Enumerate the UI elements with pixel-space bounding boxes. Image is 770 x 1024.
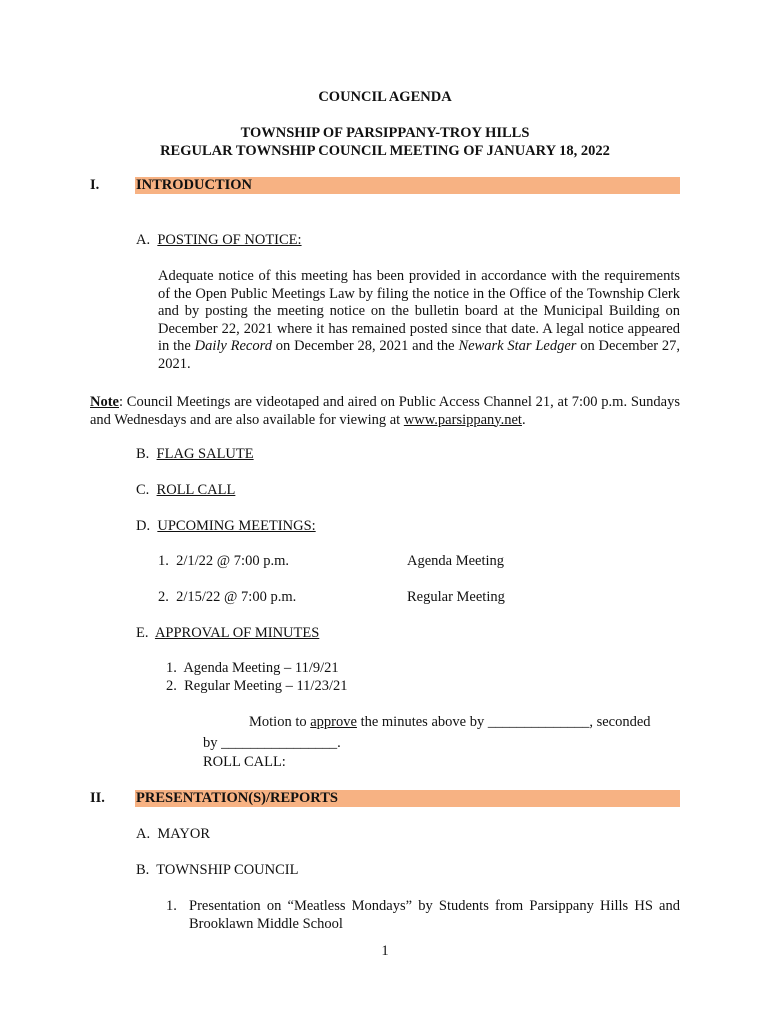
motion-line-2: by ________________. — [203, 735, 341, 751]
upcoming-meetings-heading: UPCOMING MEETINGS: — [157, 518, 316, 534]
upcoming-meetings-row — [136, 518, 316, 536]
page-number: 1 — [381, 943, 389, 959]
daily-record: Daily Record — [194, 338, 272, 355]
section-number: I. — [90, 177, 100, 193]
item-letter: A. — [136, 232, 151, 248]
posting-heading: POSTING OF NOTICE: — [157, 232, 302, 248]
motion-text: the minutes above by ______________, seconded — [356, 714, 651, 730]
meeting-num: 2. — [158, 589, 169, 605]
newark-star-ledger: Newark Star Ledger — [458, 338, 577, 355]
item-letter: A. — [136, 826, 151, 842]
council-heading: TOWNSHIP COUNCIL — [156, 862, 299, 878]
note-label: Note — [90, 394, 119, 410]
meeting-type: Agenda Meeting — [407, 553, 505, 569]
mayor-heading: MAYOR — [157, 826, 211, 842]
item-letter: D. — [136, 518, 151, 534]
item-letter: B. — [136, 862, 150, 878]
flag-salute-row — [136, 446, 254, 464]
minutes-heading: APPROVAL OF MINUTES — [154, 625, 320, 641]
posting-text: on December 28, 2021 and the — [271, 338, 459, 355]
council-item-text: Presentation on “Meatless Mondays” by Students from Parsippany Hills HS and Brooklawn Middle School — [189, 898, 680, 932]
meeting-when: 2/1/22 @ 7:00 p.m. — [176, 553, 289, 569]
posting-text: on December 27, 2021. — [158, 338, 681, 372]
note-text-end: . — [521, 411, 526, 428]
posting-body — [158, 268, 680, 374]
minutes-text: Agenda Meeting – 11/9/21 — [183, 660, 339, 676]
posting-text: Adequate notice of this meeting has been provided in accordance with the requirements of the Open Public Meetings Law by filing the notice in the Office of the Township Clerk and by posting the meeting notice on the bulletin board at the Municipal Building on December 22, 2021 where it has remained posted since that date. A legal notice appeared in the — [158, 268, 680, 355]
minutes-text: Regular Meeting – 11/23/21 — [184, 678, 348, 694]
website-link[interactable]: www.parsippany.net — [403, 411, 522, 428]
meeting-when: 2/15/22 @ 7:00 p.m. — [176, 589, 297, 605]
motion-line — [249, 714, 651, 732]
motion-text: Motion to — [249, 714, 311, 730]
flag-salute-heading: FLAG SALUTE — [156, 446, 254, 462]
meeting-item — [158, 589, 296, 607]
section-number: II. — [90, 790, 105, 806]
township-name: TOWNSHIP OF PARSIPPANY-TROY HILLS — [240, 125, 530, 141]
roll-call-heading: ROLL CALL — [156, 482, 236, 498]
minutes-item — [166, 678, 348, 696]
item-letter: C. — [136, 482, 150, 498]
agenda-title: COUNCIL AGENDA — [318, 89, 452, 105]
section-bar-presentations — [90, 790, 680, 807]
item-letter: B. — [136, 446, 150, 462]
roll-call-label: ROLL CALL: — [203, 754, 286, 770]
posting-heading-row — [136, 232, 302, 250]
meeting-title: REGULAR TOWNSHIP COUNCIL MEETING OF JANUARY 18, 2022 — [160, 143, 610, 159]
minutes-num: 1. — [166, 660, 177, 676]
note-text: : Council Meetings are videotaped and aired on Public Access Channel 21, at 7:00 p.m. Sundays and Wednesdays and are also available for viewing at — [90, 394, 680, 428]
meeting-type: Regular Meeting — [407, 589, 505, 605]
council-item-num: 1. — [166, 898, 177, 914]
motion-approve: approve — [310, 714, 357, 730]
item-letter: E. — [136, 625, 149, 641]
meeting-item — [158, 553, 289, 571]
minutes-row — [136, 625, 319, 643]
minutes-item — [166, 660, 339, 678]
roll-call-row — [136, 482, 235, 500]
section-bar-introduction — [90, 177, 680, 194]
council-row — [136, 862, 298, 880]
section-title: PRESENTATION(S)/REPORTS — [136, 790, 338, 806]
mayor-row — [136, 826, 210, 844]
meeting-num: 1. — [158, 553, 169, 569]
minutes-num: 2. — [166, 678, 177, 694]
section-title: INTRODUCTION — [136, 177, 253, 193]
note-paragraph — [90, 394, 680, 429]
